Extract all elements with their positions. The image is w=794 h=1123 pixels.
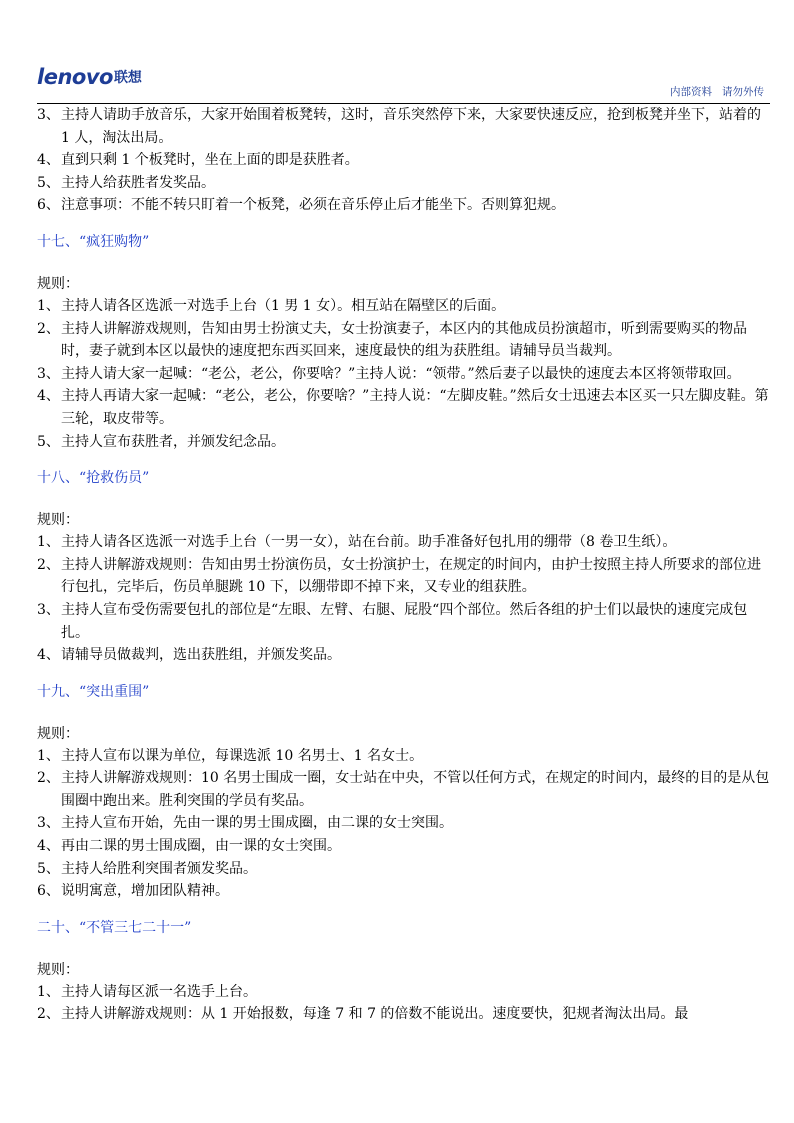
confidential-notice bbox=[670, 84, 764, 99]
list-item: 5、主持人给获胜者发奖品。 bbox=[37, 174, 215, 191]
rules-label: 规则： bbox=[37, 725, 79, 742]
list-item: 5、主持人宣布获胜者，并颁发纪念品。 bbox=[37, 433, 285, 450]
rules-label: 规则： bbox=[37, 275, 79, 292]
rules-label: 规则： bbox=[37, 961, 79, 978]
logo-text-cn: 联想 bbox=[113, 70, 142, 86]
intro-list bbox=[37, 104, 772, 217]
section-heading: 十九、“突出重围” bbox=[37, 683, 150, 700]
list-item: 3、主持人请助手放音乐，大家开始围着板凳转，这时，音乐突然停下来，大家要快速反应，抢到板凳并坐下，站着的 1 人，淘汰出局。 bbox=[37, 107, 761, 146]
internal-tag: 内部资料 bbox=[670, 86, 712, 98]
section-18 bbox=[37, 467, 772, 667]
section-19 bbox=[37, 681, 772, 903]
list-item: 1、主持人请各区选派一对选手上台（一男一女），站在台前。助手准备好包扎用的绷带（8 卷卫生纸）。 bbox=[37, 534, 677, 551]
list-item: 3、主持人宣布受伤需要包扎的部位是“左眼、左臂、右腿、屁股“四个部位。然后各组的护士们以最快的速度完成包扎。 bbox=[37, 601, 748, 641]
list-item: 4、主持人再请大家一起喊：“老公，老公，你要啥？”主持人说：“左脚皮鞋。”然后女士迅速去本区买一只左脚皮鞋。第三轮，取皮带等。 bbox=[37, 388, 769, 427]
list-item: 2、主持人讲解游戏规则：告知由男士扮演伤员，女士扮演护士，在规定的时间内，由护士按照主持人所要求的部位进行包扎，完毕后，伤员单腿跳 10 下，以绷带即不掉下来，又专业的组获胜。 bbox=[37, 556, 761, 596]
section-heading: 十八、“抢救伤员” bbox=[37, 470, 150, 487]
rules-label: 规则： bbox=[37, 512, 79, 529]
logo-text-en: lenovo bbox=[37, 65, 113, 89]
list-item: 4、直到只剩 1 个板凳时，坐在上面的即是获胜者。 bbox=[37, 152, 359, 169]
list-item: 6、注意事项：不能不转只盯着一个板凳，必须在音乐停止后才能坐下。否则算犯规。 bbox=[37, 197, 565, 214]
list-item: 3、主持人请大家一起喊：“老公，老公，你要啥？”主持人说：“领带。”然后妻子以最快的速度去本区将领带取回。 bbox=[37, 365, 741, 382]
list-item: 2、主持人讲解游戏规则：从 1 开始报数，每逢 7 和 7 的倍数不能说出。速度要快，犯规者淘汰出局。最 bbox=[37, 1006, 689, 1023]
list-item: 6、说明寓意，增加团队精神。 bbox=[37, 883, 229, 900]
list-item: 2、主持人讲解游戏规则，告知由男士扮演丈夫，女士扮演妻子，本区内的其他成员扮演超市，听到需要购买的物品时，妻子就到本区以最快的速度把东西买回来，速度最快的组为获胜组。请辅导员当裁判。 bbox=[37, 320, 747, 360]
section-heading: 二十、“不管三七二十一” bbox=[37, 919, 192, 936]
lenovo-logo bbox=[37, 66, 142, 88]
list-item: 3、主持人宣布开始，先由一课的男士围成圈，由二课的女士突围。 bbox=[37, 815, 453, 832]
section-heading: 十七、“疯狂购物” bbox=[37, 233, 150, 250]
list-item: 1、主持人宣布以课为单位，每课选派 10 名男士、1 名女士。 bbox=[37, 747, 424, 764]
list-item: 1、主持人请各区选派一对选手上台（1 男 1 女）。相互站在隔壁区的后面。 bbox=[37, 297, 506, 314]
list-item: 2、主持人讲解游戏规则：10 名男士围成一圈，女士站在中央，不管以任何方式，在规定的时间内，最终的目的是从包围圈中跑出来。胜利突围的学员有奖品。 bbox=[37, 770, 770, 809]
page-header bbox=[37, 60, 770, 104]
list-item: 4、请辅导员做裁判，选出获胜组，并颁发奖品。 bbox=[37, 647, 341, 664]
list-item: 4、再由二课的男士围成圈，由一课的女士突围。 bbox=[37, 838, 341, 855]
list-item: 1、主持人请每区派一名选手上台。 bbox=[37, 983, 257, 1000]
document-body bbox=[37, 104, 772, 1026]
section-17 bbox=[37, 231, 772, 453]
no-distribute-tag: 请勿外传 bbox=[722, 86, 764, 98]
list-item: 5、主持人给胜利突围者颁发奖品。 bbox=[37, 860, 257, 877]
section-20 bbox=[37, 917, 772, 1026]
